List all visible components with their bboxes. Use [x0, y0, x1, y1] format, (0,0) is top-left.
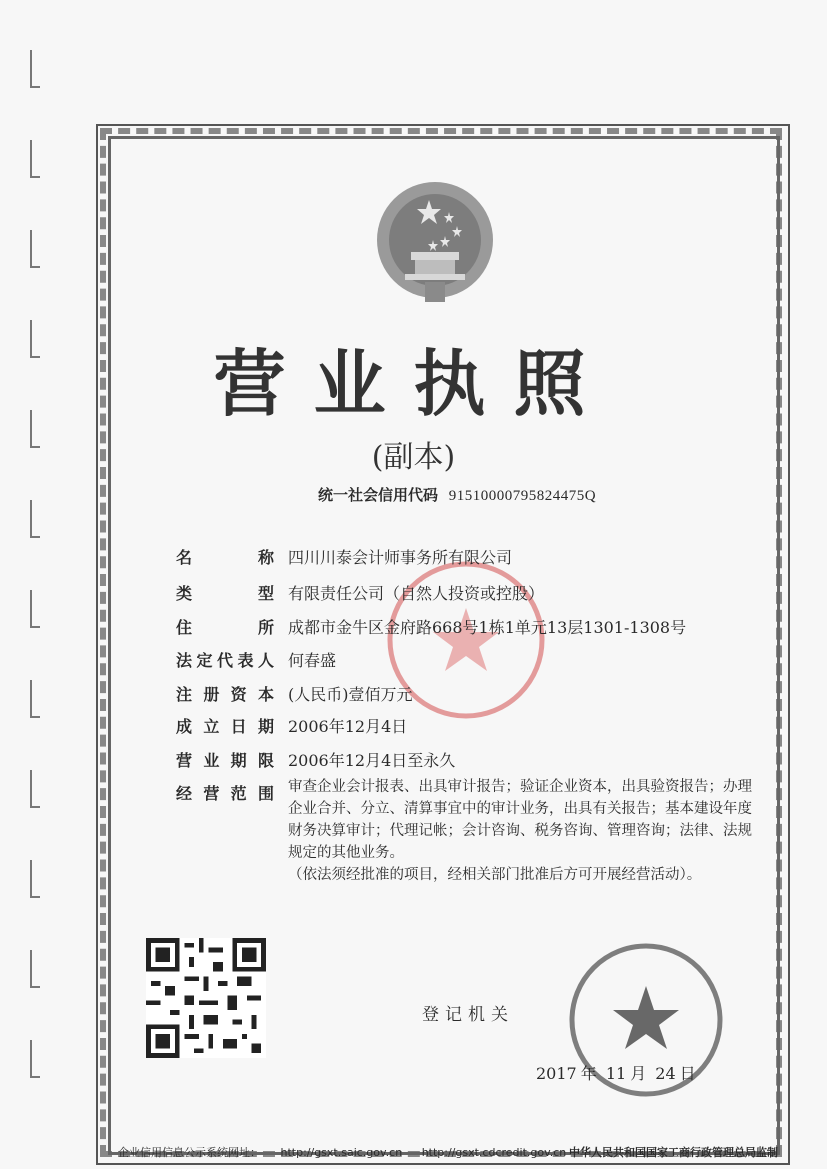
issue-day-unit: 日 [679, 1064, 696, 1083]
issue-day: 24 [655, 1064, 676, 1083]
qr-code-icon[interactable] [146, 938, 266, 1058]
footer-url-saic[interactable]: http://gsxt.saic.gov.cn [280, 1146, 403, 1159]
business-scope-note: （依法须经批准的项目，经相关部门批准后方可开展经营活动）。 [288, 867, 702, 883]
field-label: 名称 [176, 548, 274, 567]
page-title: 营业执照 [213, 341, 614, 426]
field-label: 注册资本 [176, 685, 274, 704]
business-scope-text [288, 776, 758, 886]
field-label: 类型 [176, 584, 274, 603]
page-subtitle: (副本) [371, 440, 456, 475]
issue-year-unit: 年 [580, 1064, 597, 1083]
issue-date [536, 1061, 700, 1084]
field-label: 营业期限 [176, 751, 274, 770]
field-label: 经营范围 [176, 784, 274, 803]
field-value: (人民币)壹佰万元 [288, 685, 413, 704]
issue-month-unit: 月 [630, 1064, 647, 1083]
binder-tick [30, 230, 40, 268]
field-value: 2006年12月4日至永久 [288, 751, 456, 770]
footer-url-cdcredit[interactable]: http://gsxt.cdcredit.gov.cn [421, 1146, 567, 1159]
binder-tick [30, 1040, 40, 1078]
binder-tick [30, 860, 40, 898]
binder-tick [30, 500, 40, 538]
registration-authority-label: 登记机关 [422, 1005, 514, 1025]
national-emblem-icon [371, 178, 499, 308]
binder-tick [30, 680, 40, 718]
binder-tick [30, 590, 40, 628]
field-value: 有限责任公司（自然人投资或控股） [288, 584, 545, 603]
field-value: 2006年12月4日 [288, 717, 408, 736]
credit-code [318, 484, 596, 505]
footer-system-label: 企业信用信息公示系统网址： [118, 1146, 261, 1159]
field-value: 四川川泰会计师事务所有限公司 [288, 548, 513, 567]
business-scope-body: 审查企业会计报表、出具审计报告；验证企业资本，出具验资报告；办理企业合并、分立、清算事宜中的审计业务，出具有关报告；基本建设年度财务决算审计；代理记帐；会计咨询、税务咨询、管理咨询；法律、法规规定的其他业务。 [288, 779, 752, 861]
field-label: 成立日期 [176, 717, 274, 736]
issue-month: 11 [605, 1064, 627, 1083]
credit-code-label: 统一社会信用代码 [318, 486, 439, 504]
footer [118, 1144, 778, 1160]
binder-tick [30, 140, 40, 178]
field-value: 何春盛 [288, 651, 337, 670]
field-value: 成都市金牛区金府路668号1栋1单元13层1301-1308号 [288, 618, 687, 637]
binder-tick [30, 770, 40, 808]
footer-supervisor: 中华人民共和国国家工商行政管理总局监制 [569, 1146, 778, 1159]
field-label: 住所 [176, 618, 274, 637]
issue-year: 2017 [536, 1064, 577, 1083]
credit-code-value: 91510000795824475Q [448, 488, 597, 504]
binder-tick [30, 50, 40, 88]
binder-tick [30, 950, 40, 988]
field-label: 法定代表人 [176, 651, 274, 670]
